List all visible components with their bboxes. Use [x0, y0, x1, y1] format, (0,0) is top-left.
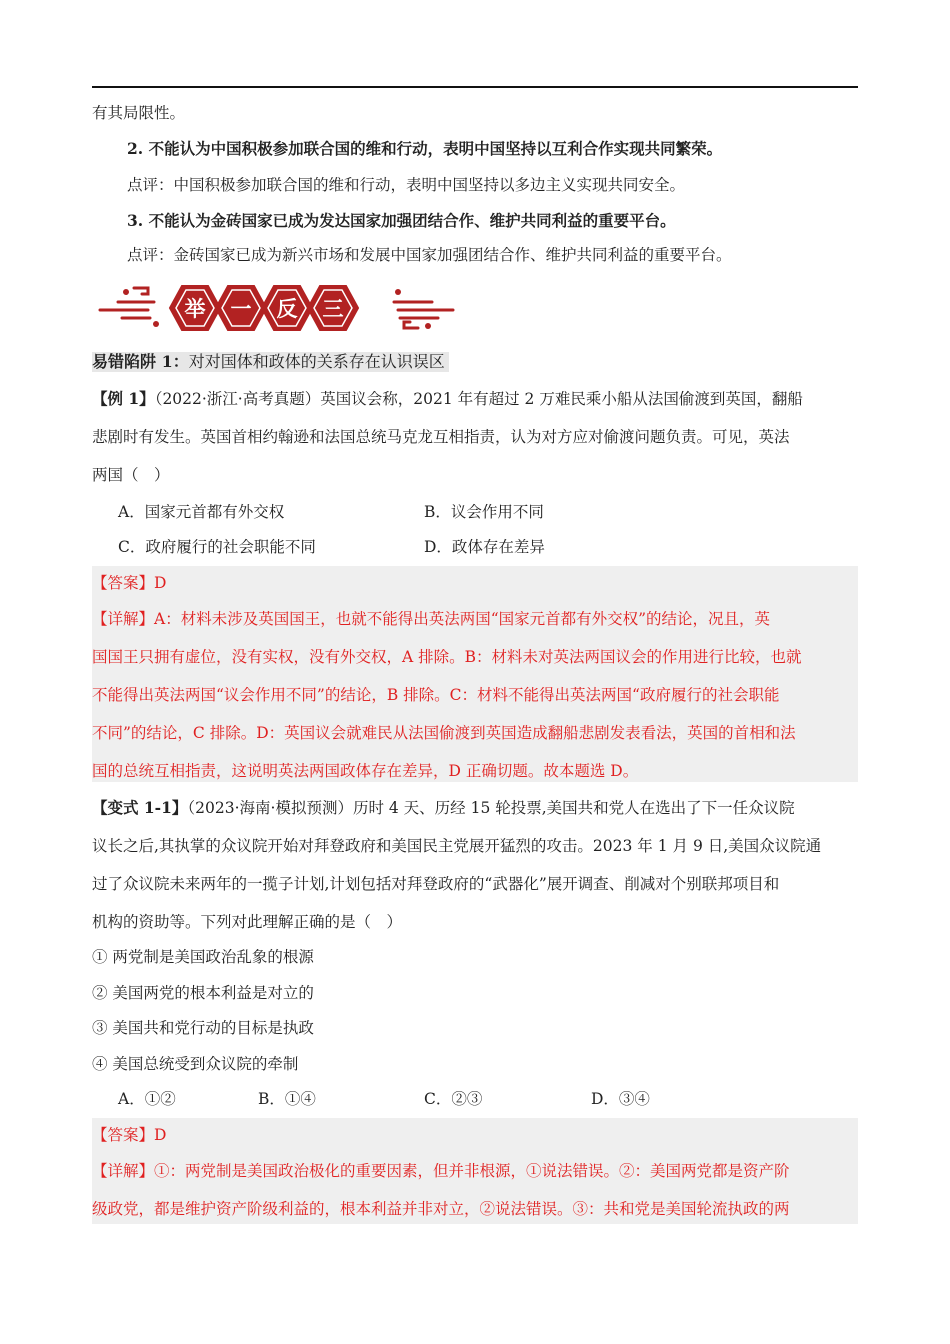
variant1-option-c: C．②③	[424, 1090, 483, 1108]
example1-option-d: D．政体存在差异	[424, 538, 545, 556]
banner-char-2: 一	[230, 297, 252, 321]
variant1-option-a: A．①②	[118, 1090, 176, 1108]
example1-detail-4: 不同”的结论，C 排除。D：英国议会就难民从法国偷渡到英国造成翻船悲剧发表看法，英国的首相和法	[92, 724, 796, 742]
prev-item-3: 3. 不能认为金砖国家已成为发达国家加强团结合作、维护共同利益的重要平台。	[127, 211, 676, 230]
variant1-statement-1: ① 两党制是美国政治乱象的根源	[92, 948, 314, 966]
variant1-detail-2: 级政党，都是维护资产阶级利益的，根本利益并非对立，②说法错误。③：共和党是美国轮流执政的两	[92, 1200, 790, 1218]
prev-comment-3: 点评：金砖国家已成为新兴市场和发展中国家加强团结合作、维护共同利益的重要平台。	[127, 246, 732, 264]
example1-option-a: A．国家元首都有外交权	[118, 503, 285, 521]
variant1-line-4: 机构的资助等。下列对此理解正确的是（ ）	[92, 913, 403, 931]
variant1-line-3: 过了众议院未来两年的一揽子计划,计划包括对拜登政府的“武器化”展开调查、削减对个别联邦项目和	[92, 875, 780, 893]
example1-option-b: B．议会作用不同	[424, 503, 544, 521]
prev-comment-2: 点评：中国积极参加联合国的维和行动，表明中国坚持以多边主义实现共同安全。	[127, 176, 686, 194]
section-banner	[98, 280, 458, 336]
example1-detail-5: 国的总统互相指责，这说明英法两国政体存在差异，D 正确切题。故本题选 D。	[92, 762, 639, 780]
trap-label: 易错陷阱 1：	[92, 352, 189, 371]
example1-detail-1: 【详解】A：材料未涉及英国国王，也就不能得出英法两国“国家元首都有外交权”的结论，况且，英	[92, 610, 771, 628]
banner-char-3: 反	[276, 297, 298, 321]
header-rule	[92, 86, 858, 88]
trap-text: 对对国体和政体的关系存在认识误区	[188, 352, 445, 371]
banner-decoration	[98, 280, 458, 336]
variant1-option-b: B．①④	[258, 1090, 316, 1108]
banner-char-4: 三	[322, 297, 344, 321]
variant1-line-2: 议长之后,其执掌的众议院开始对拜登政府和美国民主党展开猛烈的攻击。2023 年 1 月 9 日,美国众议院通	[92, 837, 822, 855]
example1-detail-2: 国国王只拥有虚位，没有实权，没有外交权，A 排除。B：材料未对英法两国议会的作用进行比较，也就	[92, 648, 802, 666]
variant1-statement-2: ② 美国两党的根本利益是对立的	[92, 984, 314, 1002]
example1-option-c: C．政府履行的社会职能不同	[118, 538, 316, 556]
example1-tag: 【例 1】	[92, 389, 155, 408]
example1-line-1	[92, 389, 858, 409]
example1-answer-box	[92, 566, 858, 782]
prev-item-2: 2. 不能认为中国积极参加联合国的维和行动，表明中国坚持以互利合作实现共同繁荣。	[127, 139, 723, 158]
variant1-statement-3: ③ 美国共和党行动的目标是执政	[92, 1019, 314, 1037]
variant1-answer: 【答案】D	[92, 1126, 167, 1144]
example1-line-3: 两国（ ）	[92, 466, 170, 484]
variant1-tag: 【变式 1-1】	[92, 798, 188, 817]
example1-line-2: 悲剧时有发生。英国首相约翰逊和法国总统马克龙互相指责，认为对方应对偷渡问题负责。可见，英法	[92, 428, 790, 446]
example1-answer: 【答案】D	[92, 574, 167, 592]
banner-char-1: 举	[184, 297, 206, 321]
variant1-detail-1: 【详解】①：两党制是美国政治极化的重要因素，但并非根源，①说法错误。②：美国两党都是资产阶	[92, 1162, 790, 1180]
example1-detail-3: 不能得出英法两国“议会作用不同”的结论，B 排除。C：材料不能得出英法两国“政府履行的社会职能	[92, 686, 780, 704]
prev-tail-text: 有其局限性。	[92, 104, 186, 122]
variant1-statement-4: ④ 美国总统受到众议院的牵制	[92, 1055, 299, 1073]
trap-heading	[92, 352, 858, 372]
variant1-option-d: D．③④	[591, 1090, 650, 1108]
variant1-line-1	[92, 798, 858, 818]
variant1-text-1: （2023·海南·模拟预测）历时 4 天、历经 15 轮投票,美国共和党人在选出了下一任众议院	[187, 799, 795, 817]
example1-text-1: （2022·浙江·高考真题）英国议会称，2021 年有超过 2 万难民乘小船从法国偷渡到英国，翻船	[154, 390, 803, 408]
